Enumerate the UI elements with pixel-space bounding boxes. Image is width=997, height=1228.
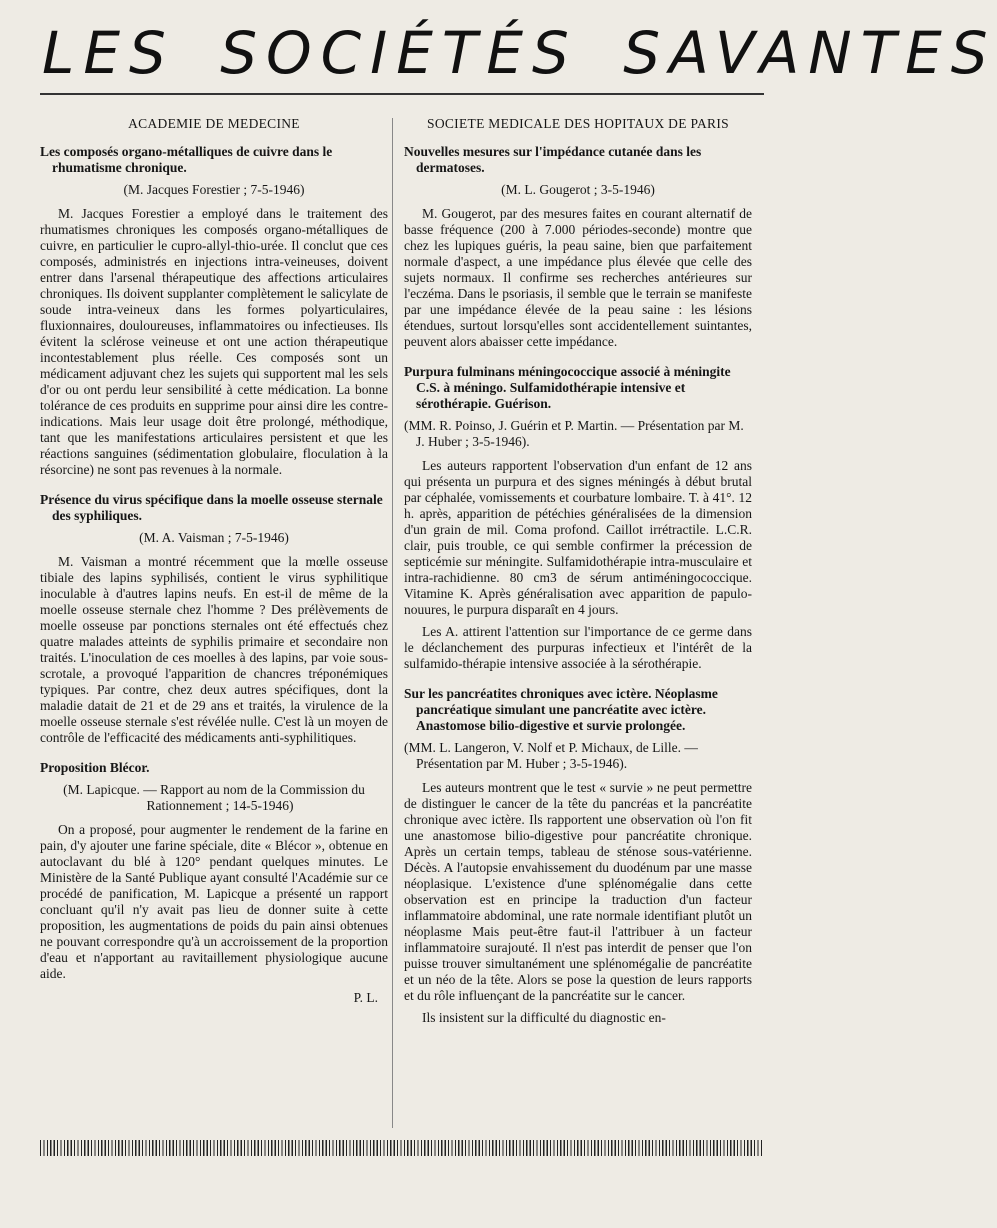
article-title-blecor: Proposition Blécor.: [40, 760, 150, 775]
left-column: [40, 116, 388, 1006]
article-signature: P. L.: [353, 990, 378, 1005]
column-divider: [392, 118, 393, 1128]
article-title-pancreatite: Sur les pancréatites chroniques avec ictère. Néoplasme pancréatique simulant une pancréatite avec ictère. Anastomose bilio-digestive et survie prolongée.: [404, 686, 718, 733]
section-heading-hopitaux: SOCIETE MEDICALE DES HOPITAUX DE PARIS: [427, 116, 729, 131]
article-byline-lapicque: (M. Lapicque. — Rapport au nom de la Commission du Rationnement ; 14-5-1946): [63, 782, 365, 813]
bottom-decorative-rule: [40, 1140, 764, 1156]
article-byline-gougerot: (M. L. Gougerot ; 3-5-1946): [501, 182, 655, 197]
article-body-purpura-2: Les A. attirent l'attention sur l'importance de ce germe dans le déclanchement des purpuras infectieux et l'intérêt de la sulfamido-thérapie intensive associée à la sérothérapie.: [404, 624, 752, 671]
article-body-pancreatite-2: Ils insistent sur la difficulté du diagnostic en-: [422, 1010, 666, 1025]
article-byline-langeron: (MM. L. Langeron, V. Nolf et P. Michaux, de Lille. — Présentation par M. Huber ; 3-5-1946).: [404, 740, 698, 771]
article-body-blecor: On a proposé, pour augmenter le rendement de la farine en pain, d'y ajouter une farine spéciale, dite « Blécor », obtenue en autoclavant du blé à 120° pendant quelques minutes. Le Ministère de la Santé Publique ayant consulté l'Académie sur ce procédé de panification, M. Lapicque a présenté un rapport concluant qu'il n'y avait pas lieu de donner suite à cette proposition, les augmentations de poids du pain ainsi obtenues ne pouvant correspondre qu'à un accroissement de la proportion d'eau et n'apportant au ravitaillement physiologique aucune aide.: [40, 822, 388, 981]
article-body-impedance: M. Gougerot, par des mesures faites en courant alternatif de basse fréquence (200 à 7.000 périodes-seconde) montre que chez les lupiques guéris, la peau saine, bien que parfaitement normale d'aspect, a une impédance plus élevée que celle des sujets normaux. Il confirme ses recherches antérieures sur l'eczéma. Dans le psoriasis, il semble que le terrain se manifeste par une impédance élevée de la peau saine : les lésions étendues, surtout lorsqu'elles sont accidentellement suintantes, peuvent alors abaisser cette impédance.: [404, 206, 752, 349]
article-title-purpura: Purpura fulminans méningococcique associé à méningite C.S. à méningo. Sulfamidothérapie intensive et sérothérapie. Guérison.: [404, 364, 731, 411]
article-title-cuivre: Les composés organo-métalliques de cuivre dans le rhumatisme chronique.: [40, 144, 333, 175]
article-body-virus: M. Vaisman a montré récemment que la mœlle osseuse tibiale des lapins syphilisés, contient le virus syphilitique inoculable à d'autres lapins neufs. En est-il de même de la moelle osseuse sternale chez l'homme ? Des prélèvements de moelle osseuse par ponctions sternales ont été effectués chez quatre malades atteints de syphilis primaire et secondaire non traités. L'inoculation de ces moelles à des lapins, par voie sous-scrotale, a provoqué l'apparition de chancres tréponémiques typiques. Par contre, chez deux autres spécifiques, dont la maladie datait de 21 et de 29 ans et traités, la virulence de la moelle osseuse sternale s'est révélée nulle. C'est là un moyen de contrôle de l'efficacité des médicaments anti-syphilitiques.: [40, 554, 388, 745]
header-rule: [40, 93, 764, 95]
article-body-cuivre: M. Jacques Forestier a employé dans le traitement des rhumatismes chroniques les composés organo-métalliques de cuivre, en particulier le cupro-allyl-thio-urée. Il conclut que ces composés, administrés en injections intra-veineuses, doivent entrer dans l'arsenal thérapeutique des affections articulaires chroniques. Ils doivent supplanter complètement le salicylate de soude intra-veineux dans les formes polyarticulaires, fluxionnaires, douloureuses, inflammatoires ou infectieuses. Ils évitent la sclérose veineuse et ont une action thérapeutique incontestablement plus réelle. Ces composés sont un médicament adjuvant chez les sujets qui supportent mal les sels d'or ou ont perdu leur sensibilité à cette médication. La bonne tolérance de ces produits en supprime pour ainsi dire les contre-indications. Mais leur usage doit être prolongé, méthodique, tant que les manifestations articulaires persistent et que les réactions sanguines (sédimentation globulaire, floculation à la résorcine) ne sont pas revenues à la normale.: [40, 206, 388, 477]
article-byline-forestier: (M. Jacques Forestier ; 7-5-1946): [123, 182, 305, 197]
section-heading-academie: ACADEMIE DE MEDECINE: [128, 116, 300, 131]
article-body-pancreatite-1: Les auteurs montrent que le test « survie » ne peut permettre de distinguer le cancer de la tête du pancréas et la pancréatite chronique avec ictère. Ils rapportent une observation où l'on fit une anastomose bilio-digestive pour pancréatite chronique. Après un certain temps, tableau de sténose sous-vatérienne. Décès. A l'autopsie envahissement du duodénum par une masse néoplasique. L'existence d'une splénomégalie dans cette observation est en principe la traduction d'un facteur inflammatoire abdominal, une rate normale identifiant plutôt un néoplasme Mais peut-être faut-il l'attribuer à un facteur inflammatoire surajouté. Il n'est pas interdit de penser que l'on puisse trouver simultanément une splénomégalie de pancréatite et un néo de la tête. Alors se pose la question de leurs rapports et du rôle influençant de la pancréatite sur le cancer.: [404, 780, 752, 1003]
article-byline-vaisman: (M. A. Vaisman ; 7-5-1946): [139, 530, 289, 545]
right-column: [404, 116, 752, 1040]
masthead-title: LES SOCIÉTÉS SAVANTES: [42, 19, 997, 87]
article-title-impedance: Nouvelles mesures sur l'impédance cutanée dans les dermatoses.: [404, 144, 702, 175]
article-body-purpura-1: Les auteurs rapportent l'observation d'un enfant de 12 ans qui présenta un purpura et des signes méningés à début brutal par céphalée, vomissements et courbature lombaire. T. à 41°. 12 h. après, apparition de pétéchies généralisées de la dimension d'un grain de mil. Coma profond. Caillot irrétractile. L.C.R. clair, puis trouble, ce qui semble confirmer la précession de septicémie sur méningite. Sulfamidothérapie intra-musculaire et intra-rachidienne. 80 cm3 de sérum antiméningococcique. Vitamine K. Après généralisation avec apparition de papulo-nouures, le purpura disparaît en 4 jours.: [404, 458, 752, 617]
article-byline-poinso: (MM. R. Poinso, J. Guérin et P. Martin. — Présentation par M. J. Huber ; 3-5-1946).: [404, 418, 744, 449]
article-title-virus: Présence du virus spécifique dans la moelle osseuse sternale des syphiliques.: [40, 492, 383, 523]
